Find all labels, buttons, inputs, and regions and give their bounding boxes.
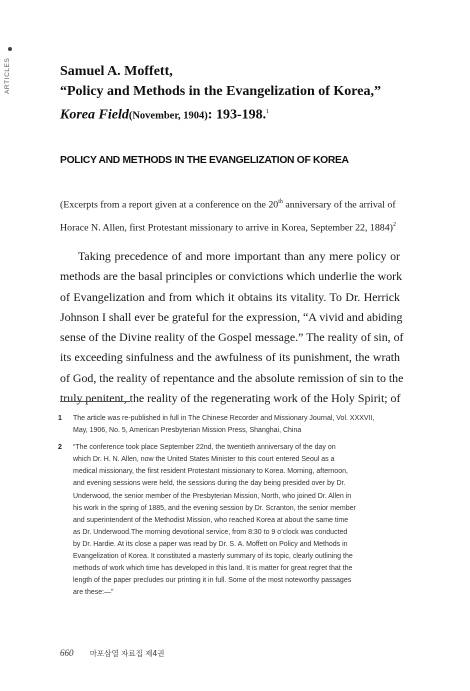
footnote-line: are these:—” bbox=[73, 589, 114, 597]
section-side-label: ARTICLES bbox=[4, 57, 11, 94]
footnote-number: 1 bbox=[58, 415, 62, 422]
source-title: 마포삼열 자료집 제4권 bbox=[89, 649, 165, 658]
footnote-line: May, 1906, No. 5, American Presbyterian Mission Press, Shanghai, China bbox=[73, 427, 302, 435]
footnote-divider bbox=[60, 401, 130, 402]
footnotes bbox=[58, 413, 400, 604]
footnote-line: his work in the spring of 1885, and the evening session by Dr. Scranton, the senior member bbox=[73, 504, 356, 512]
footnote-line: medical missionary, the first resident Protestant missionary to Korea. Morning, afternoon, bbox=[73, 468, 348, 476]
footnote-line: Underwood, the senior member of the Presbyterian Mission, North, who joined Dr. Allen in bbox=[73, 492, 352, 500]
section-title: POLICY AND METHODS IN THE EVANGELIZATION OF KOREA bbox=[60, 155, 349, 166]
footnote-line: The article was re-published in full in The Chinese Recorder and Missionary Journal, Vol. XXXVII, bbox=[73, 415, 375, 422]
citation-header bbox=[60, 62, 440, 127]
footnote-2 bbox=[58, 442, 400, 599]
journal-pages: : 193-198. bbox=[207, 107, 267, 123]
footnote-number: 2 bbox=[58, 444, 62, 452]
excerpt-line-1: (Excerpts from a report given at a conference on the 20th anniversary of the arrival of bbox=[60, 199, 396, 211]
footnote-line: which Dr. H. N. Allen, now the United States Minister to this court entered Seoul as a bbox=[73, 456, 335, 464]
journal-date: (November, 1904) bbox=[128, 110, 208, 122]
footnote-line: “The conference took place September 22nd, the twentieth anniversary of the day on bbox=[73, 444, 336, 452]
footnote-line: by Dr. Hardie. At its close a paper was read by Dr. S. A. Moffett on Policy and Methods in bbox=[73, 540, 348, 548]
footnote-line: Evangelization of Korea. It constituted a masterly summary of its topic, clearly outlining the bbox=[73, 553, 353, 561]
body-line: its exceeding sinfulness and the awfulness of its punishment, the wrath bbox=[60, 350, 400, 365]
body-line: Taking precedence of and more important than any mere policy or bbox=[78, 249, 400, 263]
footnote-ref-2: 2 bbox=[392, 222, 396, 229]
bullet-dot-icon bbox=[8, 47, 12, 51]
footnote-line: methods of work which time has developed in this land. It is matter for great regret that the bbox=[73, 565, 353, 573]
page-number: 660 bbox=[60, 648, 74, 658]
journal-citation bbox=[60, 102, 440, 127]
body-line: of Evangelization and from which it obtains its vitality. To Dr. Herrick bbox=[60, 289, 400, 304]
excerpt-note bbox=[60, 192, 400, 239]
page-footer bbox=[60, 648, 165, 659]
footnote-line: length of the paper precludes our printing it in full. Some of the most noteworthy passages bbox=[73, 577, 352, 585]
body-line: truly penitent, the reality of the regenerating work of the Holy Spirit; of bbox=[60, 391, 401, 406]
footnote-line: and evening sessions were held, the sessions during the day being presided over by Dr. bbox=[73, 480, 346, 488]
body-line: sense of the Divine reality of the Gospel message.” The reality of sin, of bbox=[60, 330, 404, 345]
article-title: “Policy and Methods in the Evangelization of Korea,” bbox=[60, 84, 381, 99]
footnote-line: as Dr. Underwood.The morning devotional service, from 8:30 to 9 o’clock was conducted bbox=[73, 528, 348, 536]
excerpt-line-2: Horace N. Allen, first Protestant missionary to arrive in Korea, September 22, 1884)$^2$ bbox=[60, 222, 396, 234]
body-paragraph bbox=[60, 246, 404, 408]
body-line: of God, the reality of repentance and the absolute remission of sin to the bbox=[60, 370, 404, 385]
journal-name: Korea Field bbox=[60, 107, 129, 123]
footnote-ref-1: 1 bbox=[266, 109, 270, 115]
body-line: Johnson I shall ever be grateful for the expression, “A vivid and abiding bbox=[60, 309, 403, 324]
footnote-1 bbox=[58, 413, 400, 437]
body-line: methods are the basal principles or convictions which underlie the work bbox=[60, 269, 403, 284]
author-name: Samuel A. Moffett, bbox=[60, 64, 173, 79]
footnote-line: and superintendent of the Methodist Mission, who reached Korea at about the same time bbox=[73, 516, 349, 524]
